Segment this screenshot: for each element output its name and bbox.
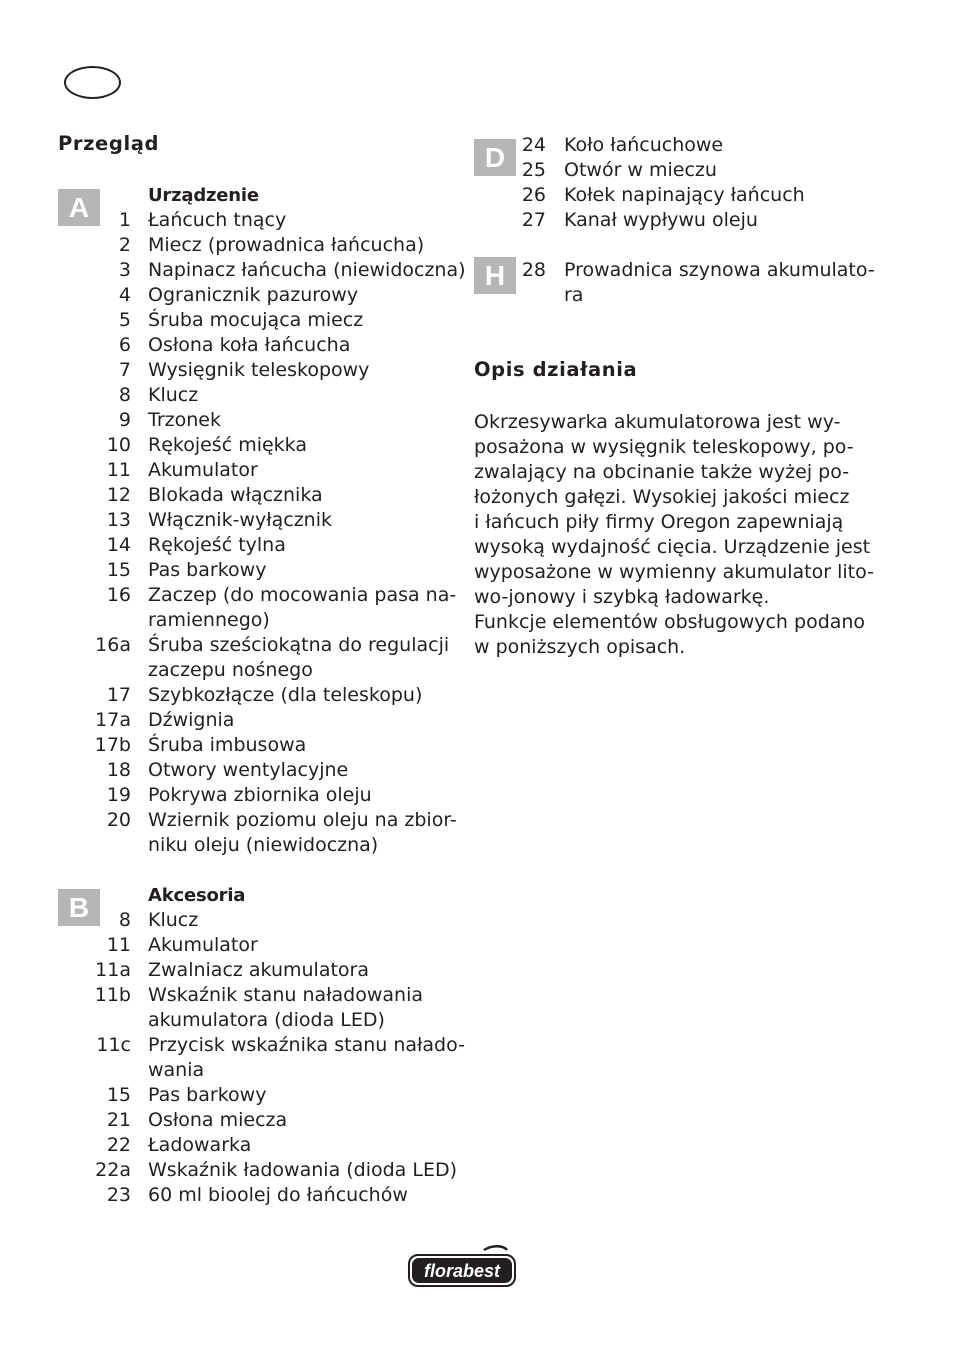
list-item: [516, 158, 805, 183]
item-label: Kołek napinający łańcuch: [564, 184, 805, 206]
item-label: Śruba imbusowa: [148, 734, 307, 756]
item-label: Miecz (prowadnica łańcucha): [148, 234, 425, 256]
paragraph-line: Funkcje elementów obsługowych podano: [474, 611, 866, 633]
paragraph-line: wo-jonowy i szybką ładowarkę.: [474, 586, 770, 608]
item-label: Kanał wypływu oleju: [564, 209, 758, 231]
item-label: Pokrywa zbiornika oleju: [148, 784, 372, 806]
list-item: [90, 1158, 465, 1183]
paragraph-line: posażona w wysięgnik teleskopowy, po-: [474, 436, 854, 458]
item-label: Otwór w mieczu: [564, 159, 717, 181]
item-number: 15: [106, 559, 131, 581]
item-number: 2: [118, 234, 131, 256]
item-number: 17: [106, 684, 131, 706]
list-item: [90, 983, 465, 1033]
item-number: 19: [106, 784, 131, 806]
section-b-list: [90, 883, 465, 1208]
item-number: 16a: [95, 634, 131, 656]
paragraph-line: łożonych gałęzi. Wysokiej jakości miecz: [474, 486, 850, 508]
item-number: 28: [521, 259, 546, 281]
item-label: Klucz: [148, 909, 199, 931]
list-item: [90, 358, 466, 383]
item-number: 11c: [96, 1034, 131, 1056]
item-number: 13: [106, 509, 131, 531]
description-paragraph: [474, 410, 874, 660]
item-label: ra: [564, 284, 584, 306]
item-label: Wysięgnik teleskopowy: [148, 359, 370, 381]
item-label: niku oleju (niewidoczna): [148, 834, 379, 856]
paragraph-line: Okrzesywarka akumulatorowa jest wy-: [474, 411, 841, 433]
list-item: [90, 1033, 465, 1083]
item-number: 11: [106, 934, 131, 956]
item-number: 16: [106, 584, 131, 606]
list-item: [90, 433, 466, 458]
overview-heading: Przegląd: [58, 132, 160, 155]
item-label: 60 ml bioolej do łańcuchów: [148, 1184, 408, 1206]
item-number: 9: [118, 409, 131, 431]
item-label: Akumulator: [148, 934, 258, 956]
section-b-subtitle: Akcesoria: [148, 885, 246, 906]
item-label: Trzonek: [148, 409, 221, 431]
list-item: [90, 408, 466, 433]
item-label: ramiennego): [148, 609, 270, 631]
item-label: Rękojeść miękka: [148, 434, 307, 456]
list-item: [90, 733, 466, 758]
list-item: [90, 933, 465, 958]
list-item: [90, 708, 466, 733]
item-label: Osłona miecza: [148, 1109, 288, 1131]
item-number: 18: [106, 759, 131, 781]
item-label: Śruba mocująca miecz: [148, 309, 364, 331]
item-number: 23: [106, 1184, 131, 1206]
list-item: [90, 558, 466, 583]
list-item: [90, 383, 466, 408]
item-label: Wskaźnik stanu naładowania: [148, 984, 424, 1006]
paragraph-line: wysoką wydajność cięcia. Urządzenie jest: [474, 536, 871, 558]
item-number: 8: [118, 384, 131, 406]
item-label: Blokada włącznika: [148, 484, 323, 506]
language-badge: [64, 66, 121, 99]
list-item: [90, 683, 466, 708]
item-number: 27: [521, 209, 546, 231]
item-label: Akumulator: [148, 459, 258, 481]
list-item: [90, 1183, 465, 1208]
item-label: Pas barkowy: [148, 1084, 267, 1106]
item-number: 11b: [94, 984, 131, 1006]
item-number: 24: [521, 134, 546, 156]
item-label: Ogranicznik pazurowy: [148, 284, 359, 306]
item-number: 11: [106, 459, 131, 481]
item-number: 22: [106, 1134, 131, 1156]
paragraph-line: i łańcuch piły firmy Oregon zapewniają: [474, 511, 844, 533]
item-label: Otwory wentylacyjne: [148, 759, 349, 781]
list-item: [90, 808, 466, 858]
logo-text: florabest: [423, 1261, 501, 1281]
item-number: 15: [106, 1084, 131, 1106]
item-label: Szybkozłącze (dla teleskopu): [148, 684, 423, 706]
paragraph-line: wyposażone w wymienny akumulator lito-: [474, 561, 874, 583]
list-item: [90, 633, 466, 683]
item-label: Pas barkowy: [148, 559, 267, 581]
list-item: [90, 458, 466, 483]
list-item: [90, 783, 466, 808]
item-label: akumulatora (dioda LED): [148, 1009, 385, 1031]
item-label: Osłona koła łańcucha: [148, 334, 351, 356]
item-label: Koło łańcuchowe: [564, 134, 724, 156]
item-number: 5: [118, 309, 131, 331]
item-label: Łańcuch tnący: [148, 209, 287, 231]
section-a-subtitle: Urządzenie: [148, 185, 259, 206]
section-h-list: [516, 258, 875, 308]
item-number: 1: [118, 209, 131, 231]
item-label: Śruba sześciokątna do regulacji: [148, 634, 450, 656]
item-number: 14: [106, 534, 131, 556]
paragraph-line: zwalający na obcinanie także wyżej po-: [474, 461, 850, 483]
section-b-marker: B: [58, 889, 100, 926]
item-label: Prowadnica szynowa akumulato-: [564, 259, 875, 281]
item-number: 17a: [95, 709, 131, 731]
item-label: Przycisk wskaźnika stanu nałado-: [148, 1034, 465, 1056]
section-d-marker: D: [474, 139, 516, 176]
list-item: [90, 233, 466, 258]
list-item: [90, 333, 466, 358]
item-number: 17b: [94, 734, 131, 756]
list-item: [90, 208, 466, 233]
item-label: Rękojeść tylna: [148, 534, 286, 556]
item-label: Klucz: [148, 384, 199, 406]
list-item: [90, 1108, 465, 1133]
item-label: Napinacz łańcucha (niewidoczna): [148, 259, 466, 281]
item-number: 21: [106, 1109, 131, 1131]
section-a-marker: A: [58, 189, 100, 226]
florabest-logo: [406, 1244, 518, 1294]
item-label: Włącznik-wyłącznik: [148, 509, 332, 531]
item-number: 20: [106, 809, 131, 831]
item-label: zaczepu nośnego: [148, 659, 313, 681]
item-number: 11a: [95, 959, 131, 981]
list-item: [90, 758, 466, 783]
item-label: wania: [148, 1059, 205, 1081]
list-item: [90, 908, 465, 933]
list-item: [516, 208, 805, 233]
list-item: [90, 308, 466, 333]
section-h-marker: H: [474, 257, 516, 294]
section-d-list: [516, 133, 805, 233]
list-item: [90, 508, 466, 533]
item-number: 7: [118, 359, 131, 381]
list-item: [90, 283, 466, 308]
list-item: [90, 258, 466, 283]
item-label: Zaczep (do mocowania pasa na-: [148, 584, 457, 606]
paragraph-line: w poniższych opisach.: [474, 636, 686, 658]
list-item: [90, 583, 466, 633]
item-number: 10: [106, 434, 131, 456]
item-label: Zwalniacz akumulatora: [148, 959, 370, 981]
description-heading: Opis działania: [474, 358, 638, 381]
list-item: [516, 133, 805, 158]
item-number: 25: [521, 159, 546, 181]
list-item: [90, 1083, 465, 1108]
item-number: 26: [521, 184, 546, 206]
list-item: [90, 1133, 465, 1158]
list-item: [90, 958, 465, 983]
list-item: [516, 183, 805, 208]
item-number: 3: [118, 259, 131, 281]
item-label: Dźwignia: [148, 709, 235, 731]
item-number: 12: [106, 484, 131, 506]
section-a-list: [90, 183, 466, 858]
item-label: Ładowarka: [148, 1134, 252, 1156]
item-number: 22a: [95, 1159, 131, 1181]
list-item: [516, 258, 875, 308]
item-number: 4: [118, 284, 131, 306]
list-item: [90, 483, 466, 508]
item-number: 6: [118, 334, 131, 356]
list-item: [90, 533, 466, 558]
item-number: 8: [118, 909, 131, 931]
item-label: Wziernik poziomu oleju na zbior-: [148, 809, 457, 831]
item-label: Wskaźnik ładowania (dioda LED): [148, 1159, 458, 1181]
